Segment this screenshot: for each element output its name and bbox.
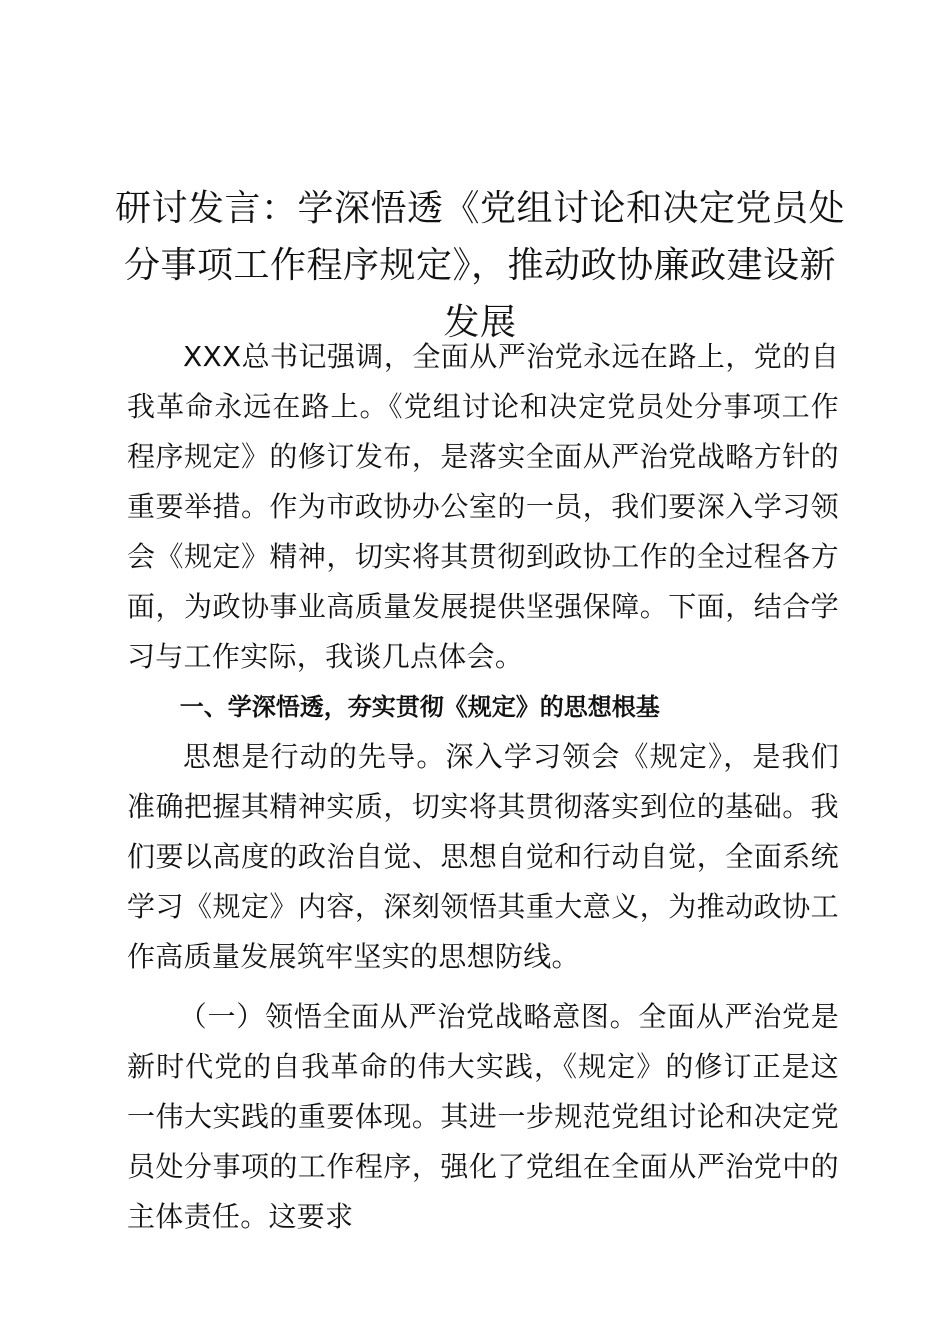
document-title: 研讨发言：学深悟透《党组讨论和决定党员处分事项工作程序规定》，推动政协廉政建设新发展 [114,188,845,343]
subsection-1-paragraph: （一）领悟全面从严治党战略意图。全面从严治党是新时代党的自我革命的伟大实践，《规定》的修订正是这一伟大实践的重要体现。其进一步规范党组讨论和决定党员处分事项的工作程序，强化了党组在全面从严治党中的主体责任。这要求 [127,1000,839,1233]
document-body [127,332,839,1242]
section-heading-1: 一、学深悟透，夯实贯彻《规定》的思想根基 [179,693,660,721]
intro-paragraph: XXX总书记强调，全面从严治党永远在路上，党的自我革命永远在路上。《党组讨论和决定党员处分事项工作程序规定》的修订发布，是落实全面从严治党战略方针的重要举措。作为市政协办公室的一员，我们要深入学习领会《规定》精神，切实将其贯彻到政协工作的全过程各方面，为政协事业高质量发展提供坚强保障。下面，结合学习与工作实际，我谈几点体会。 [127,340,839,673]
section-1-paragraph: 思想是行动的先导。深入学习领会《规定》，是我们准确把握其精神实质，切实将其贯彻落实到位的基础。我们要以高度的政治自觉、思想自觉和行动自觉，全面系统学习《规定》内容，深刻领悟其重大意义，为推动政协工作高质量发展筑牢坚实的思想防线。 [127,740,839,973]
